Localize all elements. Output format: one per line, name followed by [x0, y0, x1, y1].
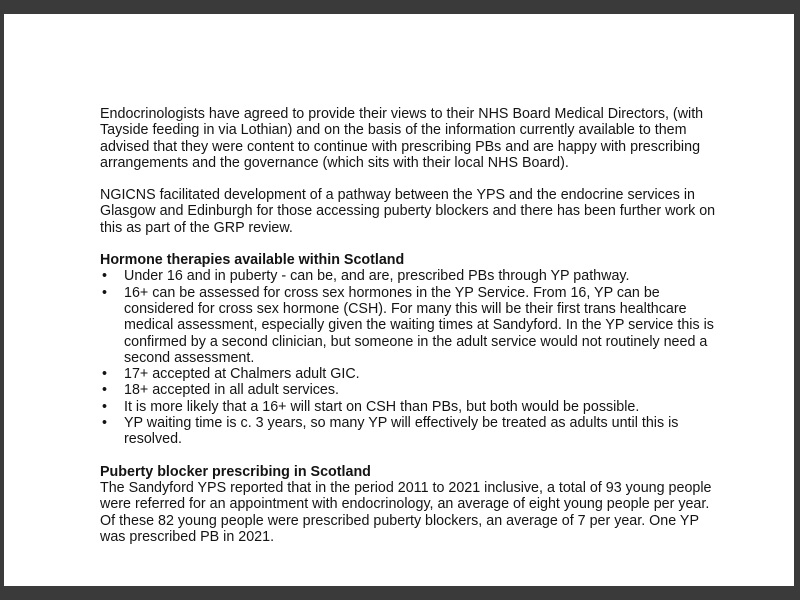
list-item-text: YP waiting time is c. 3 years, so many YP will effectively be treated as adults until this is resolved. — [124, 415, 679, 448]
bullet-icon: • — [102, 398, 108, 415]
list-item-text: Under 16 and in puberty - can be, and are, prescribed PBs through YP pathway. — [124, 268, 630, 285]
list-item — [100, 285, 716, 366]
bullet-icon: • — [102, 284, 108, 301]
paragraph-ngicns-pathway: NGICNS facilitated development of a pathway between the YPS and the endocrine services in Glasgow and Edinburgh for those accessing puberty blockers and there has been further work on this as part of the GRP review. — [100, 187, 716, 236]
list-item-text: It is more likely that a 16+ will start on CSH than PBs, but both would be possible. — [124, 398, 640, 415]
list-item-text: 17+ accepted at Chalmers adult GIC. — [124, 366, 360, 383]
list-item — [100, 268, 716, 284]
document-page — [4, 14, 794, 586]
viewer-top-bar — [0, 0, 800, 14]
list-item — [100, 366, 716, 382]
hormone-therapies-list — [100, 268, 716, 447]
bullet-icon: • — [102, 268, 108, 285]
heading-puberty-blocker: Puberty blocker prescribing in Scotland — [100, 463, 371, 480]
bullet-icon: • — [102, 366, 108, 383]
list-item — [100, 415, 716, 448]
viewer-bottom-bar — [0, 586, 800, 600]
list-item — [100, 399, 716, 415]
list-item — [100, 382, 716, 398]
heading-hormone-therapies: Hormone therapies available within Scotland — [100, 252, 405, 269]
bullet-icon: • — [102, 415, 108, 432]
list-item-text: 16+ can be assessed for cross sex hormones in the YP Service. From 16, YP can be considered for cross sex hormone (CSH). For many this will be their first trans healthcare medical assessment, especially given the waiting times at Sandyford. In the YP service this is confirmed by a second clinician, but someone in the adult service would not routinely need a second assessment. — [124, 284, 714, 366]
list-item-text: 18+ accepted in all adult services. — [124, 382, 339, 399]
paragraph-endocrinologists: Endocrinologists have agreed to provide their views to their NHS Board Medical Directors, (with Tayside feeding in via Lothian) and on the basis of the information currently available to them advised that they were content to continue with prescribing PBs and are happy with prescribing arrangements and the governance (which sits with their local NHS Board). — [100, 106, 704, 171]
paragraph-sandyford-yps: The Sandyford YPS reported that in the period 2011 to 2021 inclusive, a total of 93 young people were referred for an appointment with endocrinology, an average of eight young people per year. Of these 82 young people were prescribed puberty blockers, an average of 7 per year. One YP was prescribed PB in 2021. — [100, 479, 712, 545]
document-content — [100, 106, 716, 545]
bullet-icon: • — [102, 382, 108, 399]
